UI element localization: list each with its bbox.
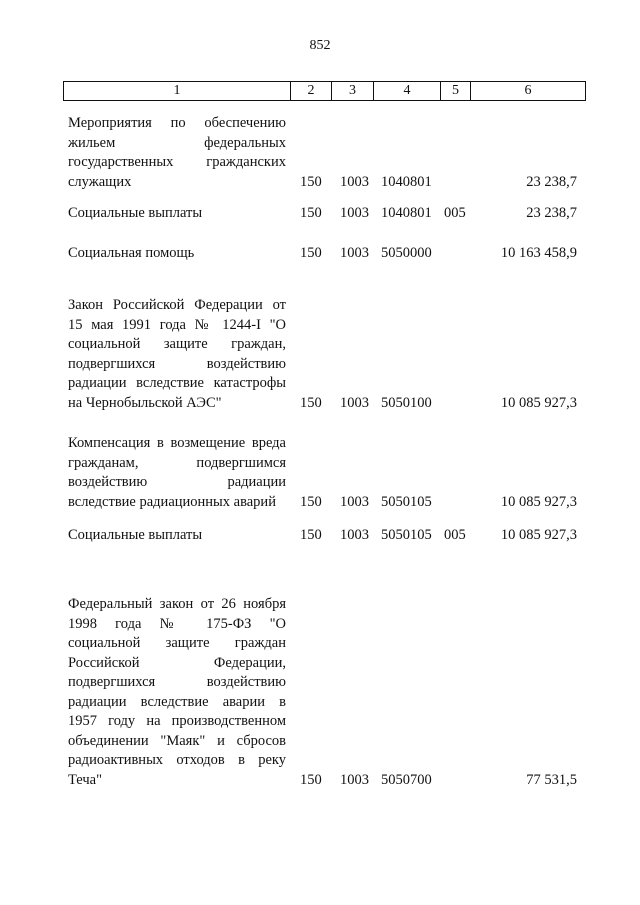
description-line: подвергшихся воздействию: [68, 355, 286, 372]
code-section: 1003: [340, 771, 369, 788]
description-last-line: Социальные выплаты: [68, 205, 203, 221]
row-description: [68, 296, 286, 413]
code-admin: 150: [300, 173, 322, 190]
code-section: 1003: [340, 205, 369, 221]
description-line: радиации вследствие аварии в: [68, 693, 286, 710]
code-target: 5050000: [381, 245, 432, 261]
description-line: Мероприятия по обеспечению: [68, 115, 286, 131]
description-last-line: Социальные выплаты: [68, 527, 203, 543]
code-target: 5050105: [381, 493, 432, 510]
description-last-line: на Чернобыльской АЭС": [68, 394, 222, 411]
row-description: [68, 244, 286, 264]
row-description: [68, 595, 286, 790]
row-description: [68, 114, 286, 192]
column-header-row: [64, 82, 586, 101]
code-target: 1040801: [381, 173, 432, 190]
description-line: подвергшихся воздействию: [68, 674, 286, 690]
code-admin: 150: [300, 245, 322, 261]
amount: 23 238,7: [526, 173, 577, 190]
description-last-line: вследствие радиационных аварий: [68, 493, 276, 510]
column-header-3: 3: [332, 82, 374, 101]
description-line: Закон Российской Федерации от: [68, 297, 286, 313]
amount: 10 085 927,3: [500, 394, 577, 411]
row-description: [68, 526, 286, 546]
column-header-5: 5: [441, 82, 471, 101]
description-line: жильем федеральных: [68, 134, 286, 151]
description-line: социальной защите граждан,: [68, 336, 286, 352]
code-expense-type: 005: [444, 527, 466, 543]
code-target: 5050105: [381, 527, 432, 543]
code-admin: 150: [300, 493, 322, 510]
row-description: [68, 204, 286, 224]
description-line: 1998 года № 175-ФЗ "О: [68, 615, 286, 632]
amount: 23 238,7: [526, 205, 577, 221]
column-header-2: 2: [291, 82, 332, 101]
amount: 77 531,5: [526, 771, 577, 788]
code-admin: 150: [300, 771, 322, 788]
description-last-line: Теча": [68, 771, 103, 788]
code-expense-type: 005: [444, 205, 466, 221]
description-line: радиоактивных отходов в реку: [68, 752, 286, 768]
row-description: [68, 434, 286, 512]
description-line: социальной защите граждан: [68, 635, 286, 651]
description-line: воздействию радиации: [68, 474, 286, 490]
column-header-6: 6: [471, 82, 586, 101]
column-header-1: 1: [64, 82, 291, 101]
description-line: Федеральный закон от 26 ноября: [68, 596, 286, 612]
code-section: 1003: [340, 394, 369, 411]
description-line: 1957 году на производственном: [68, 713, 286, 729]
description-line: радиации вследствие катастрофы: [68, 375, 286, 391]
amount: 10 085 927,3: [500, 493, 577, 510]
code-admin: 150: [300, 527, 322, 543]
code-section: 1003: [340, 527, 369, 543]
code-target: 1040801: [381, 205, 432, 221]
code-admin: 150: [300, 205, 322, 221]
code-target: 5050700: [381, 771, 432, 788]
description-line: Российской Федерации,: [68, 654, 286, 671]
code-target: 5050100: [381, 394, 432, 411]
page-number: 852: [309, 38, 331, 53]
code-section: 1003: [340, 245, 369, 261]
description-last-line: Социальная помощь: [68, 245, 195, 261]
amount: 10 163 458,9: [500, 245, 577, 261]
code-admin: 150: [300, 394, 322, 411]
description-line: 15 мая 1991 года № 1244-I "О: [68, 316, 286, 333]
description-line: объединении "Маяк" и сбросов: [68, 732, 286, 749]
description-last-line: служащих: [68, 173, 132, 190]
column-header-table: [63, 81, 586, 101]
description-line: государственных гражданских: [68, 154, 286, 170]
description-line: Компенсация в возмещение вреда: [68, 435, 286, 451]
code-section: 1003: [340, 173, 369, 190]
description-line: гражданам, подвергшимся: [68, 454, 286, 471]
amount: 10 085 927,3: [500, 527, 577, 543]
column-header-4: 4: [374, 82, 441, 101]
code-section: 1003: [340, 493, 369, 510]
